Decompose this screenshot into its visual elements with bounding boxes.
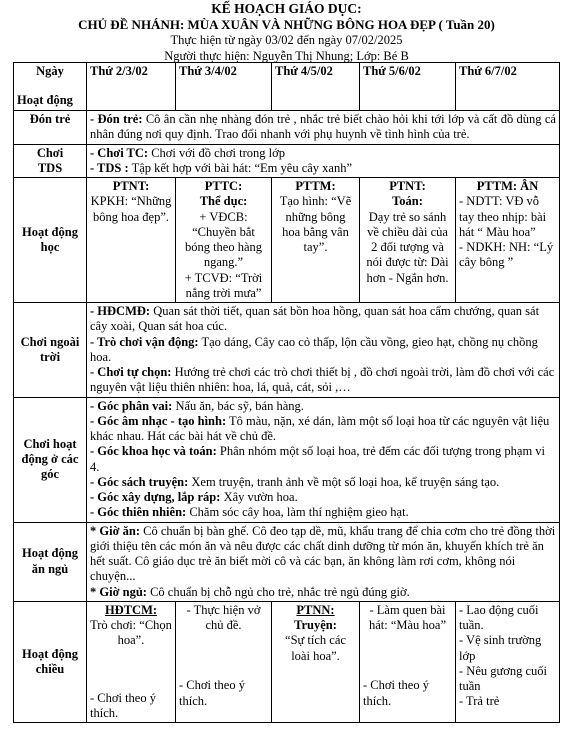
goc-am-nhac-text: Tô màu, nặn, xé dán, làm một số loại hoa từ các nguyên vật liệu khác nhau. Hát các bài hát về chủ đề. [90,413,550,443]
corner-top-label: Ngày [36,64,64,78]
hoc-wed-body: Tạo hình: “Vẽ những bông hoa bằng vân tay”. [279,194,352,254]
choi-tc-lead: - Chơi TC: [90,145,149,160]
hoc-cell-mon [87,178,176,303]
document-title: KẾ HOẠCH GIÁO DỤC: [211,1,362,16]
hoc-tue-body1: + VĐCB: “Chuyền bắt bóng theo hàng ngang.” [184,209,263,270]
hoc-tue-title: PTTC: [204,179,243,193]
hdcmd-lead: - HĐCMĐ: [90,304,151,318]
chieu-mon-body: Trò chơi: “Chọn hoa”. [90,618,172,648]
row-label-an-ngu: Hoạt động ăn ngủ [14,522,87,601]
chieu-cell-wed [272,601,360,722]
day-header-1: Thứ 2/3/02 [87,63,176,111]
chieu-cell-mon [87,601,176,722]
corner-bottom-label: Hoạt động [17,93,73,108]
goc-am-nhac-lead: - Góc âm nhạc - tạo hình: [90,413,227,428]
goc-sach-truyen-lead: - Góc sách truyện: [90,474,189,489]
row-an-ngu [14,522,560,601]
choi-goc-content [87,397,560,522]
hoc-wed-title: PTTM: [295,179,336,193]
goc-khoa-hoc-lead: - Góc khoa học và toán: [90,444,217,459]
goc-thien-nhien-text: Chăm sóc cây hoa, làm thí nghiệm gieo hạt. [186,505,409,520]
hoc-mon-title: PTNT: [112,179,150,193]
row-choi-tds [14,144,560,178]
hoc-fri-body2: - NDKH: NH: “Lý cây bông ” [459,240,554,270]
choi-ngoai-troi-content [87,303,560,398]
row-label-chieu: Hoạt động chiều [14,601,87,722]
table-header-row [14,63,560,111]
goc-xay-dung-lead: - Góc xây dựng, lắp ráp: [90,490,221,504]
row-choi-ngoai-troi [14,303,560,398]
gio-an-text: Cô chuẩn bị bàn ghế. Cô đeo tạp dề, mũ, khẩu trang để chia cơm cho trẻ đồng thời giới thiệu tên các món ăn và nêu được các chất dinh dưỡng từ món ăn, khuyến khích trẻ ăn hết suất. Cô giáo dục trẻ ăn biết mời cô và các bạn, ăn không làm rơi cơm, không nói chuyện... [90,523,556,584]
gio-ngu-text: Cô chuẩn bị chỗ ngủ cho trẻ, nhắc trẻ ngủ đúng giờ. [146,584,410,599]
chieu-cell-tue [176,601,272,722]
chieu-wed-body: “Sự tích các loài hoa”. [285,633,346,663]
goc-sach-truyen-text: Xem truyện, tranh ảnh về một số loại hoa, kể truyện sáng tạo. [188,474,500,489]
hoc-tue-sub: Thể dục: [199,194,248,209]
chieu-fri-l4: - Trả trẻ [459,694,500,709]
day-header-2: Thứ 3/4/02 [176,63,272,111]
row-label-choi-tds [14,144,87,178]
goc-phan-vai-text: Nấu ăn, bác sỹ, bán hàng. [172,398,304,413]
chieu-fri-l3: - Nêu gương cuối tuần [459,663,548,693]
hoc-cell-thu [360,178,456,303]
row-label-choi-ngoai-troi: Chơi ngoài trời [14,303,87,398]
gio-ngu-lead: * Giờ ngủ: [90,584,147,599]
chieu-mon-extra: - Chơi theo ý thích. [90,690,156,720]
don-tre-lead: - Đón trẻ: [90,112,143,126]
hdcmd-text: Quan sát thời tiết, quan sát bồn hoa hồng, quan sát hoa cẩm chướng, quan sát cây xoài, Quan sát hoa cúc. [90,304,540,334]
document-header [0,0,573,64]
chieu-thu-body: - Làm quen bài hát: “Màu hoa” [368,602,447,632]
date-range: Thực hiện từ ngày 03/02 đến ngày 07/02/2025 [170,33,403,48]
hoc-fri-title: PTTM: ÂN [476,179,539,193]
goc-xay-dung-text: Xây vườn hoa. [220,490,298,504]
row-label-don-tre: Đón trẻ [14,111,87,145]
chieu-tue-body: - Thực hiện vở chủ đề. [186,602,261,632]
hoc-cell-wed [272,178,360,303]
chieu-wed-sub: Truyện: [294,618,337,632]
tcvd-lead: - Trò chơi vận động: [90,334,199,349]
document-subtitle: CHỦ ĐỀ NHÁNH: MÙA XUÂN VÀ NHỮNG BÔNG HOA ĐẸP ( Tuần 20) [78,17,495,33]
don-tre-content [87,111,560,145]
hoc-thu-body: Dạy trẻ so sánh về chiều dài của 2 đối tượng và nói được từ: Dài hơn - Ngắn hơn. [366,209,449,285]
chieu-cell-thu [360,601,456,722]
don-tre-text: Cô ân cần nhẹ nhàng đón trẻ , nhắc trẻ biết chào hỏi khi tới lớp và cất đồ dùng cá nhân đúng nơi quy định. Trao đổi nhanh với phụ huynh về tình hình của trẻ. [90,112,556,142]
weekly-plan-table [13,62,560,723]
tds-text: Tập kết hợp với bài hát: “Em yêu cây xanh” [128,160,353,175]
hoc-cell-tue [176,178,272,303]
hoc-thu-title: PTNT: [389,179,426,193]
corner-cell [14,63,87,111]
hoc-cell-fri [456,178,560,303]
row-label-hoat-dong-hoc: Hoạt động học [14,178,87,303]
hoc-tue-body2: + TCVĐ: “Trời nắng trời mưa” [184,270,263,300]
chieu-cell-fri [456,601,560,722]
hoc-thu-sub: Toán: [392,194,423,209]
day-header-3: Thứ 4/5/02 [272,63,360,111]
goc-phan-vai-lead: - Góc phân vai: [90,398,173,413]
day-header-5: Thứ 6/7/02 [456,63,560,111]
tds-lead: - TDS : [90,160,129,175]
row-choi-goc [14,397,560,522]
choi-tds-content [87,144,560,178]
goc-thien-nhien-lead: - Góc thiên nhiên: [90,505,187,520]
row-chieu [14,601,560,722]
row-label-choi-goc: Chơi hoạt động ở các góc [14,397,87,522]
gio-an-lead: * Giờ ăn: [90,523,140,538]
chieu-tue-extra: - Chơi theo ý thích. [179,678,245,708]
choi-tc-text: Chơi với đồ chơi trong lớp [148,145,285,160]
row-label-tds: TDS [37,160,63,175]
hoc-fri-body1: - NDTT: VĐ vỗ tay theo nhịp: bài hát “ Màu hoa” [459,194,547,239]
chieu-fri-l2: - Vệ sinh trường lớp [459,633,542,663]
chieu-thu-extra: - Chơi theo ý thích. [363,678,429,708]
chieu-wed-title: PTNN: [296,602,335,617]
tcvd-text: Tạo dáng, Cây cao cỏ thấp, lộn cầu vồng, gieo hạt, chồng nụ chồng hoa. [90,334,538,364]
row-label-choi: Chơi [36,145,64,160]
teacher-info: Người thực hiện: Nguyễn Thị Nhung; Lớp: Bé B [164,48,409,63]
chieu-fri-l1: - Lao động cuối tuần. [459,602,539,632]
choi-tu-chon-text: Hướng trẻ chơi các trò chơi thiết bị , đồ chơi ngoài trời, làm đồ chơi với các nguyên vật liệu thiên nhiên: hoa, lá, quả, cát, sỏi ,… [90,365,555,395]
choi-tu-chon-lead: - Chơi tự chọn: [90,365,172,379]
an-ngu-content [87,522,560,601]
hoc-mon-body: KPKH: “Những bông hoa đẹp”. [90,194,172,224]
row-hoat-dong-hoc [14,178,560,303]
chieu-mon-title: HĐTCM: [104,602,158,617]
row-don-tre [14,111,560,145]
goc-khoa-hoc-text: Phân nhóm một số loại hoa, trẻ đếm các đối tượng trong phạm vi 4. [90,444,546,474]
day-header-4: Thứ 5/6/02 [360,63,456,111]
